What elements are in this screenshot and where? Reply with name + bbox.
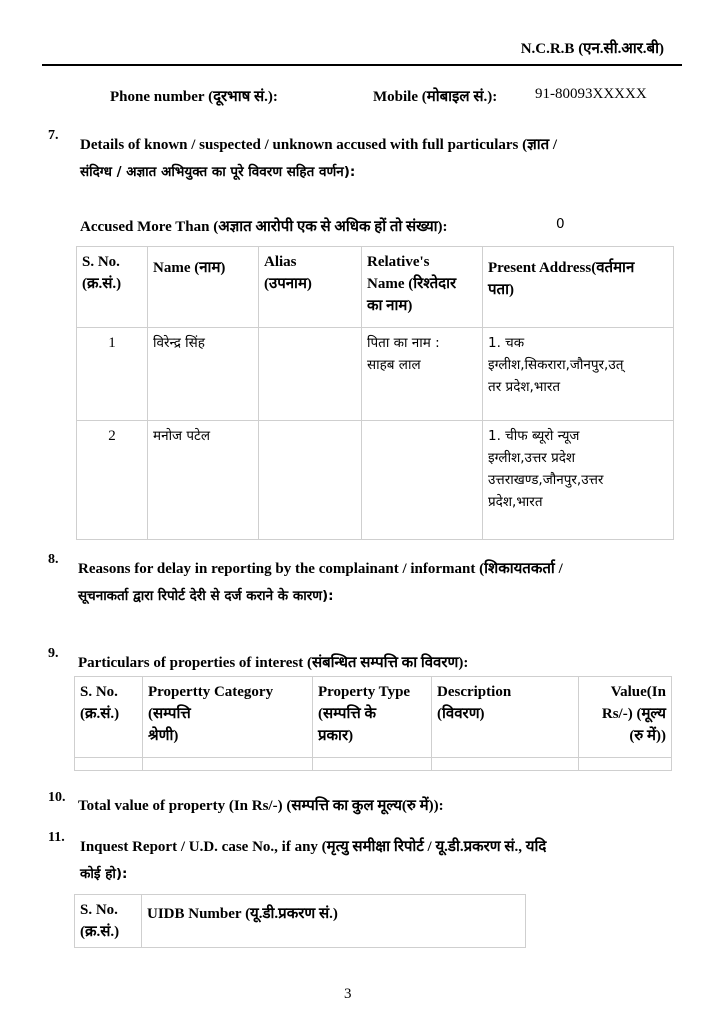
inquest-table: [74, 894, 526, 948]
header-sno: S. No. (क्र.सं.): [77, 247, 148, 328]
property-table: [74, 676, 672, 771]
inquest-header-sno: S. No. (क्र.सं.): [75, 895, 142, 948]
row-name: विरेन्द्र सिंह: [148, 328, 259, 421]
property-header-description: Description (विवरण): [432, 677, 579, 758]
header-name: Name (नाम): [148, 247, 259, 328]
header-relative: Relative's Name (रिश्तेदार का नाम): [362, 247, 483, 328]
section11-title-line1: Inquest Report / U.D. case No., if any (मृत्यु समीक्षा रिपोर्ट / यू.डी.प्रकरण सं., यदि: [80, 839, 547, 855]
header-address: Present Address(वर्तमान पता): [483, 247, 674, 328]
section9-number: 9.: [48, 646, 59, 661]
inquest-header-uidb: UIDB Number (यू.डी.प्रकरण सं.): [142, 895, 526, 948]
row-alias: [259, 421, 362, 540]
accused-more-label: Accused More Than (अज्ञात आरोपी एक से अधिक हों तो संख्या):: [80, 219, 448, 235]
row-address: 1. चक इग्लीश,सिकरारा,जौनपुर,उत् तर प्रदेश,भारत: [483, 328, 674, 421]
header-rule: [42, 64, 682, 66]
section8-title-line1: Reasons for delay in reporting by the complainant / informant (शिकायतकर्ता /: [78, 561, 563, 577]
section9-title: Particulars of properties of interest (संबन्धित सम्पत्ति का विवरण):: [78, 655, 469, 671]
inquest-table-header: [75, 895, 526, 948]
row-sno: 2: [77, 421, 148, 540]
property-header-category: Propertty Category (सम्पत्ति श्रेणी): [143, 677, 313, 758]
section7-number: 7.: [48, 128, 59, 143]
row-relative: [362, 421, 483, 540]
section10-number: 10.: [48, 790, 66, 805]
mobile-label: Mobile (मोबाइल सं.):: [373, 89, 498, 105]
page-number: 3: [344, 986, 352, 1002]
row-alias: [259, 328, 362, 421]
row-relative: पिता का नाम : साहब लाल: [362, 328, 483, 421]
property-empty-row: [75, 758, 672, 771]
property-header-value: Value(In Rs/-) (मूल्य (रु में)): [579, 677, 672, 758]
property-header-sno: S. No. (क्र.सं.): [75, 677, 143, 758]
section7-title-line1: Details of known / suspected / unknown accused with full particulars (ज्ञात /: [80, 137, 558, 153]
accused-table-header: [77, 247, 674, 328]
property-header-type: Property Type (सम्पत्ति के प्रकार): [313, 677, 432, 758]
table-row: [77, 328, 674, 421]
header-title: N.C.R.B (एन.सी.आर.बी): [520, 41, 664, 57]
accused-more-value: 0: [556, 216, 565, 232]
section11-title-line2: कोई हो):: [80, 866, 128, 882]
row-sno: 1: [77, 328, 148, 421]
accused-table: [76, 246, 674, 540]
property-table-header: [75, 677, 672, 758]
table-row: [77, 421, 674, 540]
section7-title-line2: संदिग्ध / अज्ञात अभियुक्त का पूरे विवरण सहित वर्णन):: [80, 164, 356, 180]
section8-title-line2: सूचनाकर्ता द्वारा रिपोर्ट देरी से दर्ज कराने के कारण):: [78, 588, 334, 604]
section10-title: Total value of property (In Rs/-) (सम्पत्ति का कुल मूल्य(रु में)):: [78, 798, 444, 814]
phone-label: Phone number (दूरभाष सं.):: [110, 89, 278, 105]
section8-number: 8.: [48, 552, 59, 567]
section11-number: 11.: [48, 830, 65, 845]
row-address: 1. चीफ ब्यूरो न्यूज इग्लीश,उत्तर प्रदेश उत्तराखण्ड,जौनपुर,उत्तर प्रदेश,भारत: [483, 421, 674, 540]
mobile-value: 91-80093XXXXX: [535, 86, 647, 102]
header-alias: Alias (उपनाम): [259, 247, 362, 328]
row-name: मनोज पटेल: [148, 421, 259, 540]
